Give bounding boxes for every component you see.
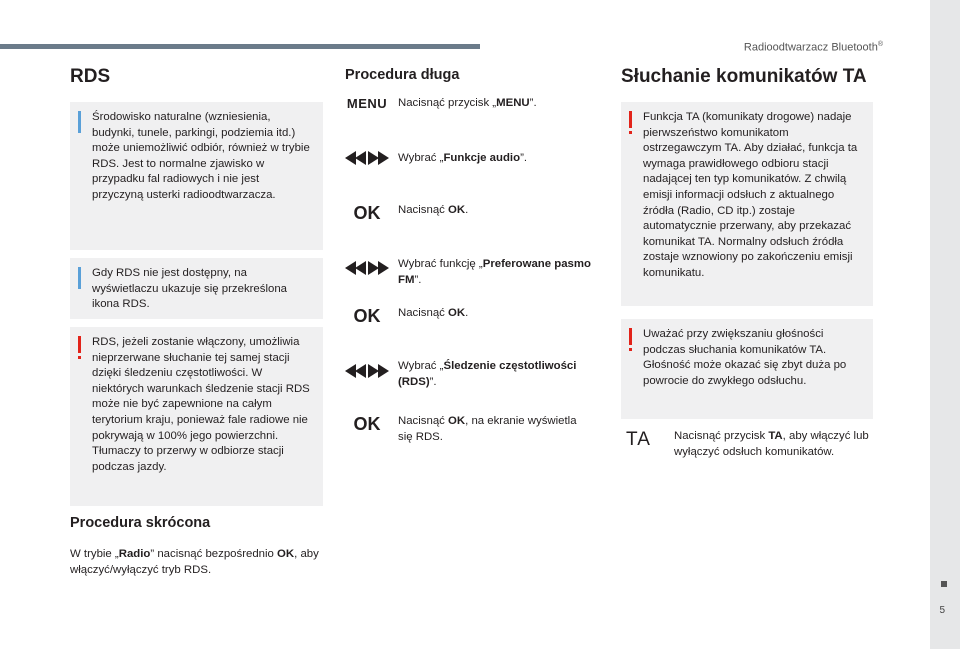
ta-button-icon: TA: [626, 429, 651, 450]
step-text: Nacisnąć OK.: [398, 204, 469, 216]
side-strip: [930, 0, 960, 649]
warning-icon: [78, 336, 81, 353]
info-icon: [78, 267, 81, 289]
warning-text: RDS, jeżeli zostanie włączony, umożliwia nieprzerwane słuchanie tej samej stacji dzięki śledzeniu częstotliwości. W niektórych warunkach śledzenie stacji RDS może nie być zapewnione na całym terytorium kraju, ponieważ fale radiowe nie pokrywają w 100% jego powierzchni. Tłumaczy to przerwy w odbiorze stacji podczas jazdy.: [92, 336, 310, 473]
menu-button-icon: MENU: [346, 96, 388, 111]
info-box-environment: [70, 102, 323, 250]
step-text: Wybrać „Śledzenie częstotliwości (RDS)”.: [398, 360, 577, 388]
header-bar: [0, 44, 480, 49]
ta-step-text: Nacisnąć przycisk TA, aby włączyć lub wyłączyć odsłuch komunikatów.: [674, 430, 869, 458]
page-number: 5: [939, 605, 945, 616]
step-text: Nacisnąć przycisk „MENU”.: [398, 97, 537, 109]
left-right-arrows-icon: [345, 364, 389, 378]
warning-icon: [629, 111, 632, 128]
info-icon: [78, 111, 81, 133]
info-box-rds-unavailable: [70, 258, 323, 319]
left-right-arrows-icon: [345, 151, 389, 165]
warning-box-ta: [621, 102, 873, 306]
page-marker: [941, 581, 947, 587]
warning-box-volume: [621, 319, 873, 419]
step-text: Nacisnąć OK.: [398, 307, 469, 319]
section-title-rds: RDS: [70, 66, 111, 87]
step-text: Nacisnąć OK, na ekranie wyświetla się RDS.: [398, 415, 577, 443]
ok-button-icon: OK: [353, 203, 381, 223]
step-text: Wybrać funkcję „Preferowane pasmo FM”.: [398, 258, 591, 286]
section-title-ta: Słuchanie komunikatów TA: [621, 66, 867, 87]
section-title-long-procedure: Procedura długa: [345, 67, 460, 83]
ok-button-icon: OK: [353, 306, 381, 326]
info-text: Gdy RDS nie jest dostępny, na wyświetlaczu ukazuje się przekreślona ikona RDS.: [92, 267, 287, 311]
warning-text: Uważać przy zwiększaniu głośności podczas słuchania komunikatów TA. Głośność może okazać się zbyt duża po powrocie do zwykłego odsłuchu.: [643, 328, 847, 387]
header-title: Radioodtwarzacz Bluetooth®: [743, 41, 883, 54]
warning-text: Funkcja TA (komunikaty drogowe) nadaje pierwszeństwo komunikatom ostrzegawczym TA. Aby działać, funkcja ta wymaga prawidłowego odbioru stacji nadającej ten typ komunikatów. Z chwilą emisji informacji odsłuch z aktualnego źródła (Radio, CD itp.) zostaje automatycznie przerwany, aby przekazać komunikat TA. Normalny odsłuch źródła zostaje wznowiony po zakończeniu emisji komunikatu.: [643, 111, 858, 279]
step-text: Wybrać „Funkcje audio”.: [398, 152, 528, 164]
short-procedure-text: W trybie „Radio” nacisnąć bezpośrednio OK, aby włączyć/wyłączyć tryb RDS.: [70, 548, 319, 576]
warning-icon: [629, 328, 632, 345]
left-right-arrows-icon: [345, 261, 389, 275]
section-title-short-procedure: Procedura skrócona: [70, 515, 211, 531]
info-text: Środowisko naturalne (wzniesienia, budynki, tunele, parkingi, podziemia itd.) może uniemożliwić odbiór, również w trybie RDS. Jest to normalne zjawisko w przypadku fal radiowych i nie jest przyczyną usterki radioodtwarzacza.: [92, 111, 310, 201]
ok-button-icon: OK: [353, 414, 381, 434]
warning-box-rds: [70, 327, 323, 506]
